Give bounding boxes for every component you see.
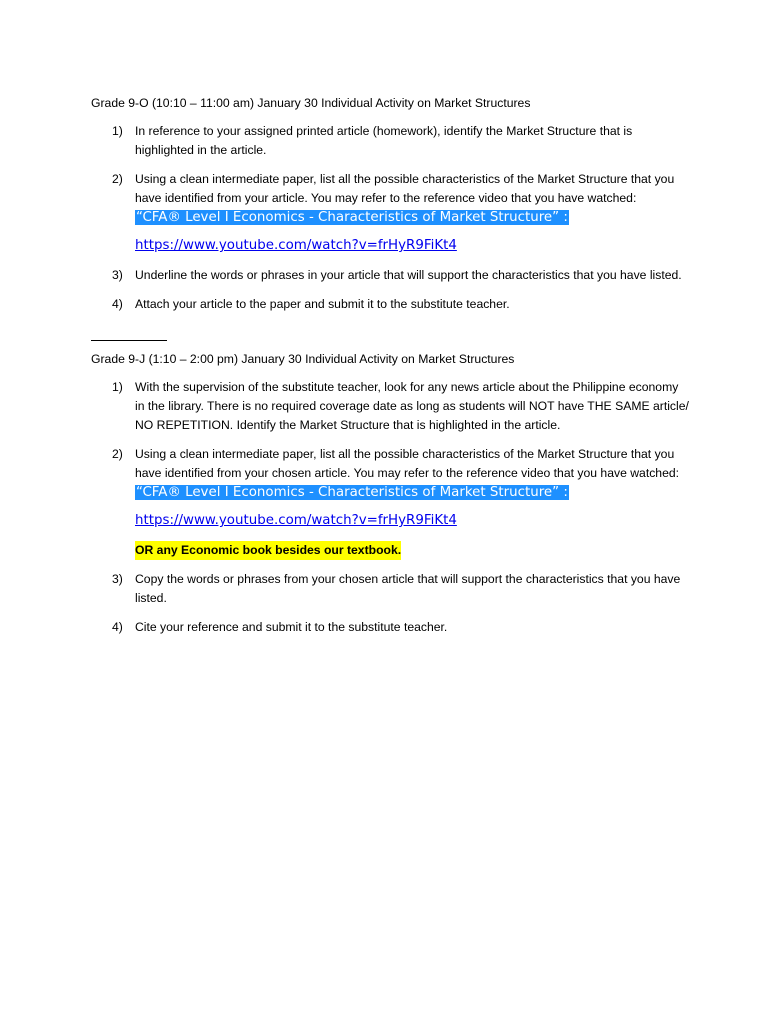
reference-block [135, 483, 691, 531]
item-number: 4) [112, 297, 123, 311]
video-title-highlight: “CFA® Level I Economics - Characteristics of Market Structure” : [136, 210, 568, 225]
alternative-reference-highlight: OR any Economic book besides our textbook. [135, 541, 401, 560]
list-item [91, 378, 691, 435]
section-grade-9-j [91, 350, 691, 637]
item-number: 1) [112, 380, 123, 394]
youtube-link[interactable]: https://www.youtube.com/watch?v=frHyR9FiKt4 [135, 238, 457, 253]
item-number: 2) [112, 447, 123, 461]
list-item [91, 170, 691, 256]
item-number: 3) [112, 268, 123, 282]
list-item [91, 266, 691, 285]
section-divider [91, 324, 167, 341]
item-text: Copy the words or phrases from your chosen article that will support the characteristics that you have listed. [135, 572, 681, 605]
item-number: 4) [112, 620, 123, 634]
item-text: Using a clean intermediate paper, list all the possible characteristics of the Market Structure that you have identified from your chosen article. You may refer to the reference video that you have watched: [135, 447, 680, 480]
activity-list [91, 378, 691, 637]
item-text: In reference to your assigned printed article (homework), identify the Market Structure that is highlighted in the article. [135, 124, 633, 157]
activity-list [91, 122, 691, 314]
item-number: 1) [112, 124, 123, 138]
document-page [91, 94, 691, 647]
list-item [91, 122, 691, 160]
item-text: Cite your reference and submit it to the substitute teacher. [135, 620, 448, 634]
list-item [91, 445, 691, 560]
item-text: Underline the words or phrases in your article that will support the characteristics that you have listed. [135, 268, 682, 282]
item-text: Using a clean intermediate paper, list all the possible characteristics of the Market Structure that you have identified from your article. You may refer to the reference video that you have watched: [135, 172, 675, 205]
section-title: Grade 9-O (10:10 – 11:00 am) January 30 Individual Activity on Market Structures [91, 96, 531, 110]
reference-block [135, 208, 691, 256]
item-number: 2) [112, 172, 123, 186]
youtube-link[interactable]: https://www.youtube.com/watch?v=frHyR9FiKt4 [135, 513, 457, 528]
video-title-highlight: “CFA® Level I Economics - Characteristics of Market Structure” : [136, 485, 568, 500]
list-item [91, 618, 691, 637]
item-number: 3) [112, 572, 123, 586]
item-text: Attach your article to the paper and submit it to the substitute teacher. [135, 297, 510, 311]
section-grade-9-o [91, 94, 691, 314]
list-item [91, 295, 691, 314]
list-item [91, 570, 691, 608]
item-text: With the supervision of the substitute teacher, look for any news article about the Philippine economy in the library. There is no required coverage date as long as students will NOT have THE SAME article/ NO REPETITION. Identify the Market Structure that is highlighted in the article. [135, 380, 689, 432]
section-title: Grade 9-J (1:10 – 2:00 pm) January 30 Individual Activity on Market Structures [91, 352, 515, 366]
